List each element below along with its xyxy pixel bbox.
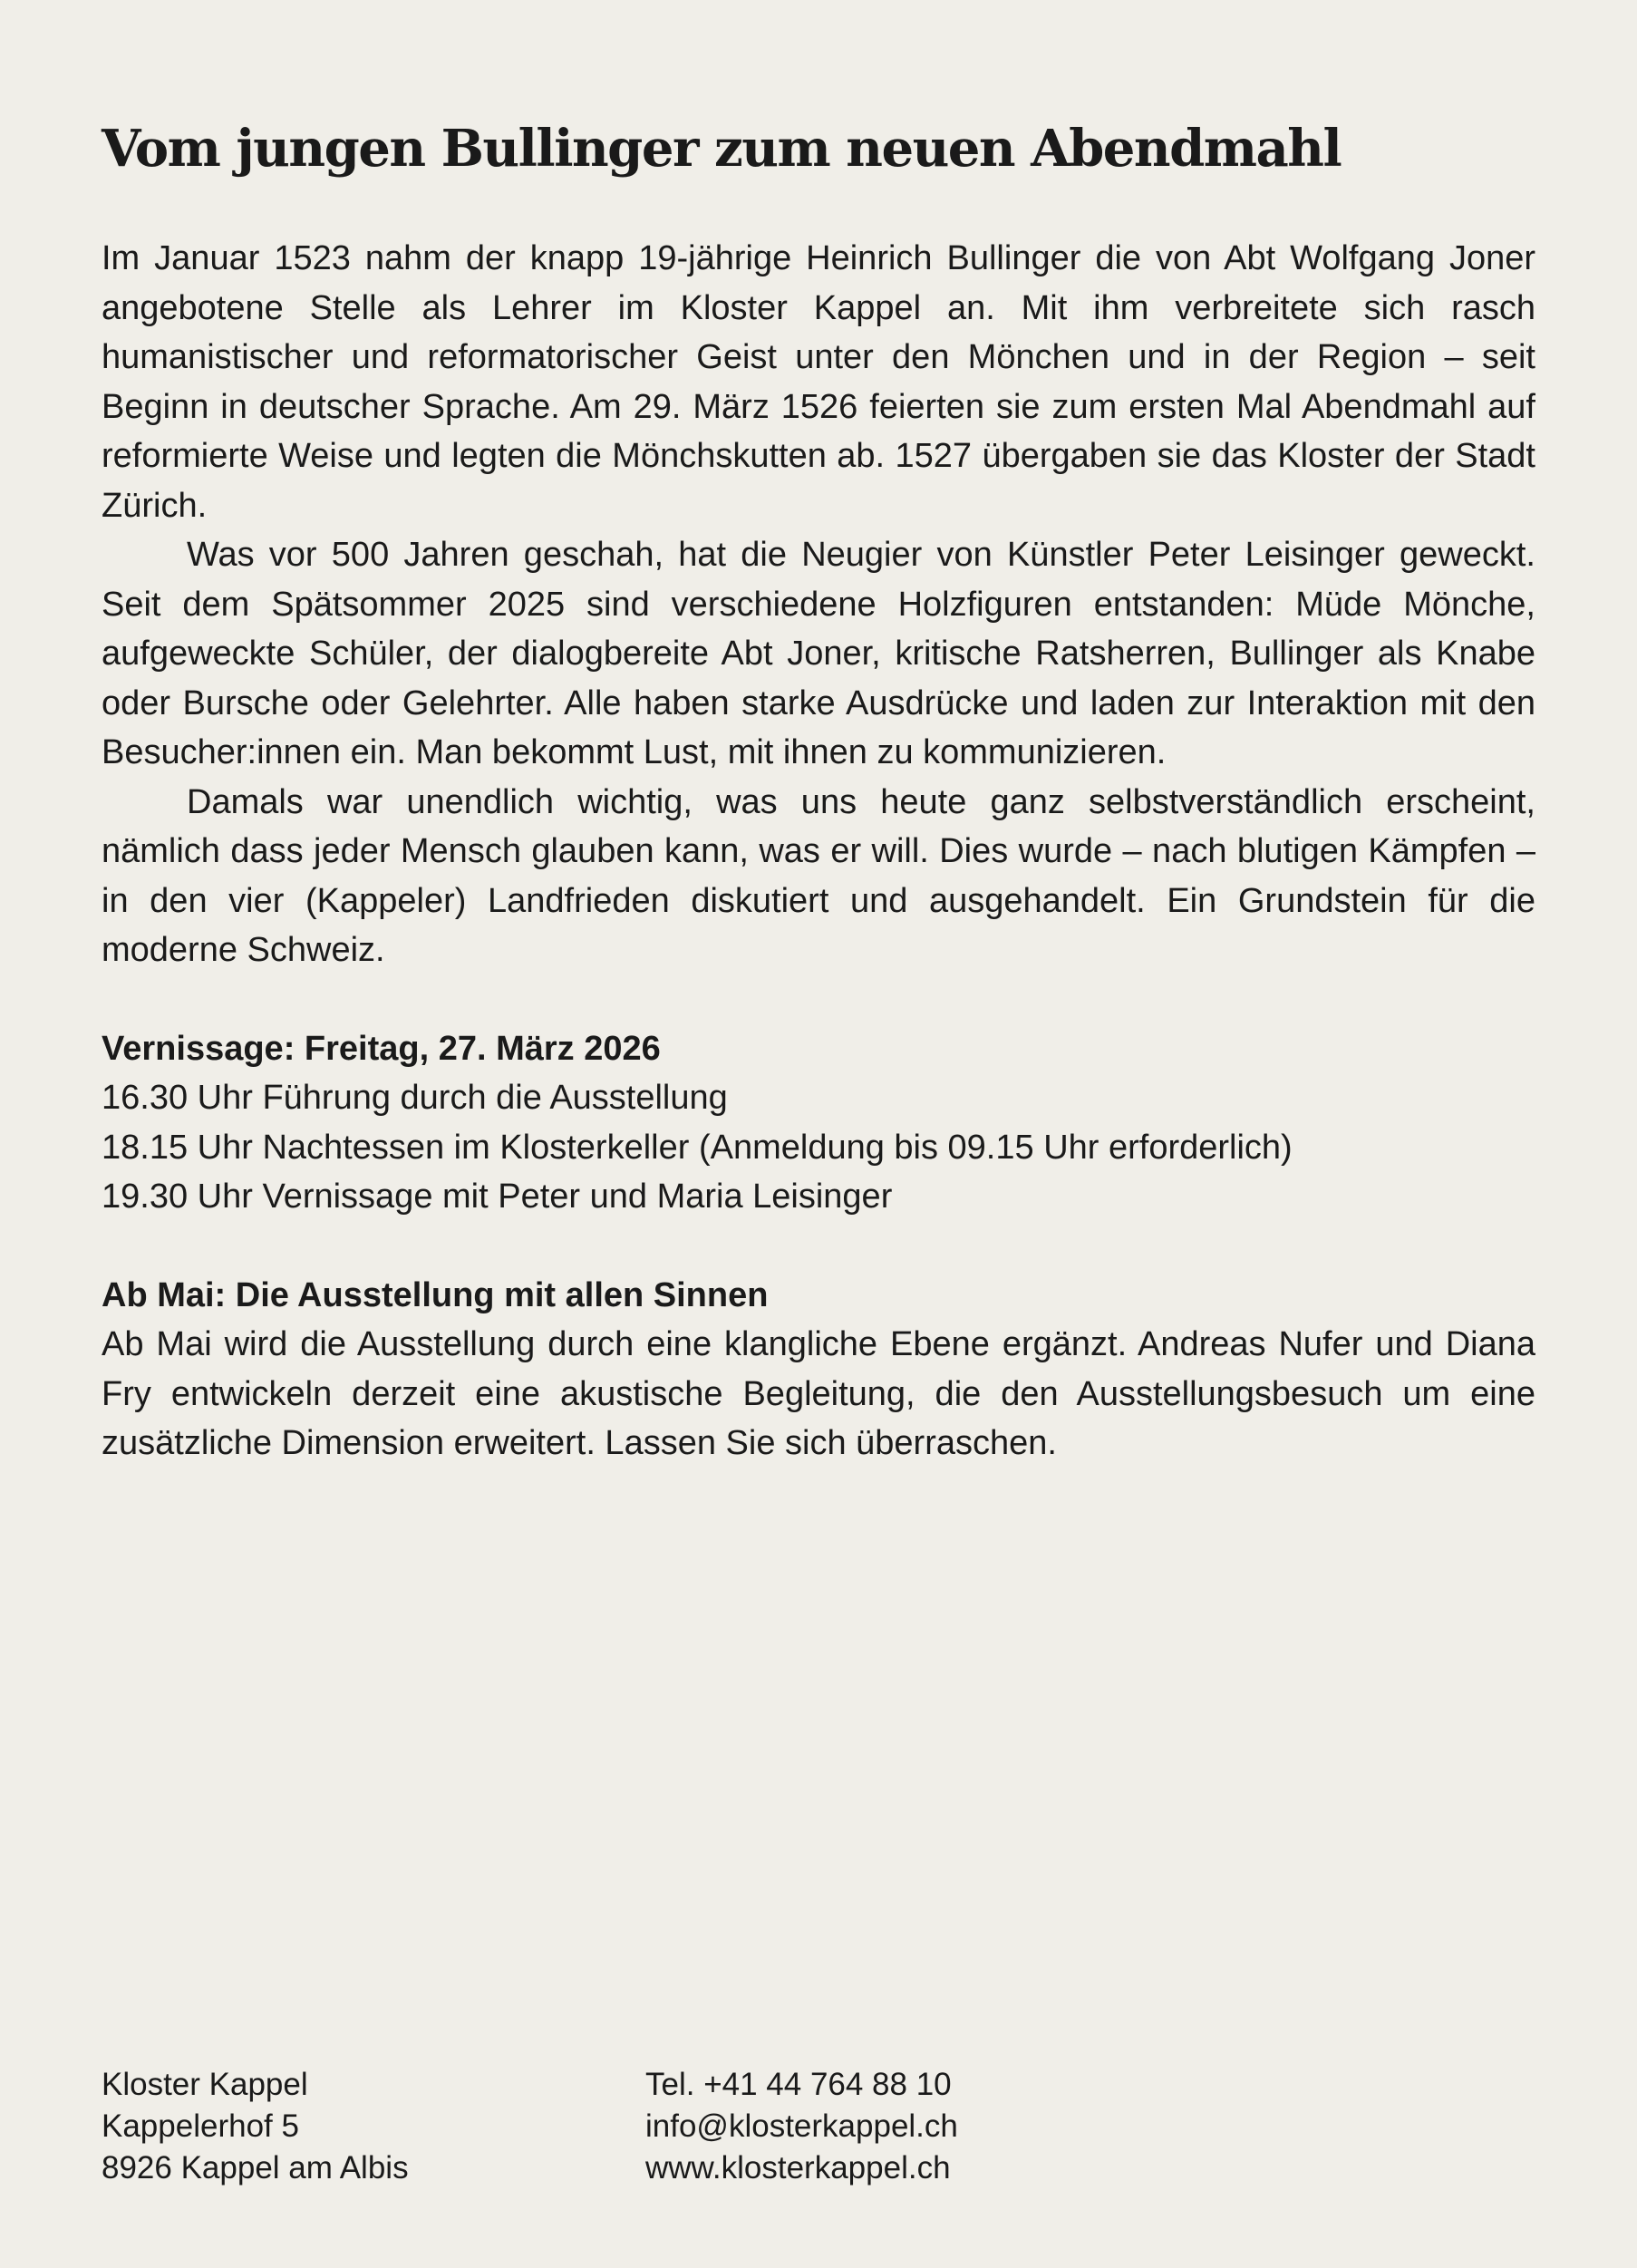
address-name: Kloster Kappel — [102, 2067, 308, 2102]
intro-paragraph: Im Januar 1523 nahm der knapp 19-jährige Heinrich Bullinger die von Abt Wolfgang Joner angebotene Stelle als Lehrer im Kloster Kappel an. Mit ihm verbreitete sich rasch humanistischer und reformatorischer Geist unter den Mönchen und in der Region – seit Beginn in deutscher Sprache. Am 29. März 1526 feierten sie zum ersten Mal Abendmahl auf reformierte Weise und legten die Mönchskutten ab. 1527 übergaben sie das Kloster der Stadt Zürich. — [102, 239, 1535, 525]
schedule-line-vernissage: 19.30 Uhr Vernissage mit Peter und Maria Leisinger — [102, 1178, 893, 1216]
vernissage-heading: Vernissage: Freitag, 27. März 2026 — [102, 1029, 661, 1068]
page-title: Vom jungen Bullinger zum neuen Abendmahl — [102, 119, 1342, 179]
address-block — [102, 2064, 409, 2189]
address-city: 8926 Kappel am Albis — [102, 2150, 409, 2186]
vernissage-section — [102, 1024, 1535, 1222]
contact-block — [645, 2064, 958, 2189]
artist-paragraph: Was vor 500 Jahren geschah, hat die Neugier von Künstler Peter Leisinger geweckt. Seit dem Spätsommer 2025 sind verschiedene Holzfiguren entstanden: Müde Mönche, aufgeweckte Schüler, der dialogbereite Abt Joner, kritische Ratsherren, Bullinger als Knabe oder Bursche oder Gelehrter. Alle haben starke Ausdrücke und laden zur Interaktion mit den Besucher:innen ein. Man bekommt Lust, mit ihnen zu kommunizieren. — [102, 536, 1535, 771]
contact-website-link[interactable]: www.klosterkappel.ch — [645, 2150, 951, 2186]
schedule-line-fuehrung: 16.30 Uhr Führung durch die Ausstellung — [102, 1079, 728, 1117]
address-street: Kappelerhof 5 — [102, 2108, 299, 2144]
contact-phone: Tel. +41 44 764 88 10 — [645, 2067, 952, 2102]
mai-paragraph: Ab Mai wird die Ausstellung durch eine klangliche Ebene ergänzt. Andreas Nufer und Diana Fry entwickeln derzeit eine akustische Begleitung, die den Ausstellungsbesuch um eine zusätzliche Dimension erweitert. Lassen Sie sich überraschen. — [102, 1325, 1535, 1462]
mai-heading: Ab Mai: Die Ausstellung mit allen Sinnen — [102, 1275, 769, 1314]
schedule-line-nachtessen: 18.15 Uhr Nachtessen im Klosterkeller (Anmeldung bis 09.15 Uhr erforderlich) — [102, 1128, 1293, 1167]
contact-email-link[interactable]: info@klosterkappel.ch — [645, 2108, 958, 2144]
mai-section — [102, 1271, 1535, 1468]
article-body — [102, 234, 1535, 1468]
history-paragraph: Damals war unendlich wichtig, was uns heute ganz selbstverständlich erscheint, nämlich dass jeder Mensch glauben kann, was er will. Dies wurde – nach blutigen Kämpfen – in den vier (Kappeler) Landfrieden diskutiert und ausgehandelt. Ein Grundstein für die moderne Schweiz. — [102, 782, 1535, 969]
